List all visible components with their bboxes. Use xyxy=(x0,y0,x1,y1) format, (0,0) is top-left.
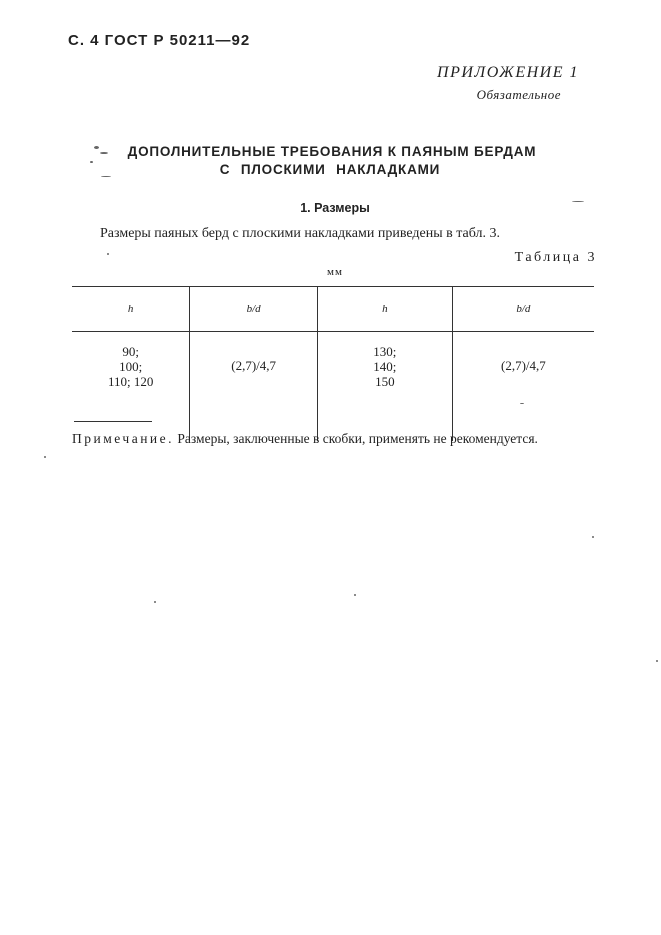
scan-speck xyxy=(572,201,584,202)
note-divider xyxy=(74,421,152,422)
title-line-2: С ПЛОСКИМИ НАКЛАДКАМИ xyxy=(219,162,441,177)
column-header: h xyxy=(317,287,452,332)
column-header: b/d xyxy=(190,287,318,332)
cell-line: 140; xyxy=(373,359,397,374)
table-cell-h2 xyxy=(317,332,452,442)
dimensions-table xyxy=(72,286,594,441)
scan-speck xyxy=(154,601,156,603)
table-cell-h1 xyxy=(72,332,190,442)
body-paragraph: Размеры паяных берд с плоскими накладками приведены в табл. 3. xyxy=(100,226,500,241)
table-row xyxy=(72,332,594,442)
scan-speck xyxy=(94,146,99,149)
appendix-status: Обязательное xyxy=(476,87,561,102)
scan-speck xyxy=(354,594,356,596)
scan-speck xyxy=(107,253,109,255)
cell-line: 110; 120 xyxy=(107,374,154,389)
note-prefix: Примечание. xyxy=(72,431,175,446)
cell-line: 150 xyxy=(375,374,395,389)
column-header: h xyxy=(72,287,190,332)
note-text: Размеры, заключенные в скобки, применять не рекомендуется. xyxy=(174,431,538,446)
cell-line: 130; xyxy=(373,344,397,359)
scan-speck xyxy=(656,660,658,662)
scan-speck xyxy=(101,176,111,177)
scan-speck xyxy=(90,161,93,163)
page-header: С. 4 ГОСТ Р 50211—92 xyxy=(68,32,251,49)
cell-line: 90; xyxy=(122,344,139,359)
scan-speck xyxy=(520,403,524,404)
scan-speck xyxy=(100,152,108,154)
table-cell-bd2: (2,7)/4,7 xyxy=(452,332,594,442)
appendix-label: ПРИЛОЖЕНИЕ 1 xyxy=(437,64,579,81)
scan-speck xyxy=(592,536,594,538)
table-label: Таблица 3 xyxy=(514,250,597,265)
title-line-1: ДОПОЛНИТЕЛЬНЫЕ ТРЕБОВАНИЯ К ПАЯНЫМ БЕРДАМ xyxy=(127,144,537,159)
section-heading: 1. Размеры xyxy=(300,201,370,215)
table-units: мм xyxy=(327,266,343,278)
table-note xyxy=(72,430,597,447)
table-header-row xyxy=(72,287,594,332)
scan-speck xyxy=(44,456,46,458)
table-cell-bd1: (2,7)/4,7 xyxy=(190,332,318,442)
column-header: b/d xyxy=(452,287,594,332)
cell-line: 100; xyxy=(119,359,143,374)
